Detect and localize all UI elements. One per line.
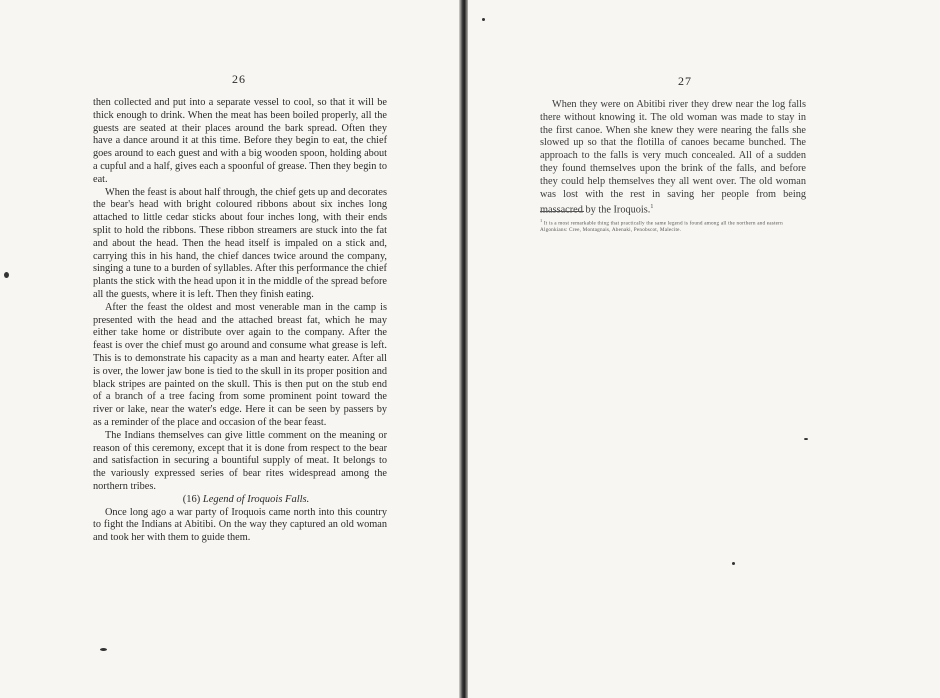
section-title: Legend of Iroquois Falls.: [202, 493, 310, 505]
footnote-ref: 1: [650, 204, 654, 211]
page-number-left: 26: [232, 72, 246, 86]
footnote: [540, 218, 808, 234]
left-page: [0, 0, 460, 698]
section-heading: [93, 494, 387, 507]
paragraph: [540, 99, 806, 218]
section-number: (16): [182, 493, 201, 505]
scan-speck: [732, 562, 735, 565]
scan-speck: [482, 18, 485, 21]
right-page-text: [540, 99, 806, 218]
footnote-text: It is a most remarkable thing that practically the same legend is found among all the northern and eastern Algonkians: Cree, Montagnais, Abenaki, Penobscot, Malecite.: [540, 220, 783, 234]
left-page-text: [93, 97, 387, 545]
scan-speck: [4, 272, 9, 278]
paragraph: The Indians themselves can give little comment on the meaning or reason of this ceremony, except that it is done from respect to the bear and satisfaction in securing a bountiful supply of meat. It belongs to the variously expressed series of bear rites widespread among the northern tribes.: [93, 429, 387, 492]
paragraph: then collected and put into a separate vessel to cool, so that it will be thick enough to drink. When the meat has been boiled properly, all the guests are seated at their places around the bark spread. Often they have a dance around it at this time. Before they begin to eat, the chief goes around to each guest and with a big wooden spoon, holding about a cupful and a half, gives each a spoonful of grease. Then they begin to eat.: [93, 97, 387, 185]
paragraph: When the feast is about half through, the chief gets up and decorates the bear's head with bright coloured ribbons about six inches long attached to little cedar sticks about four inches long, with their ends split to hold the ribbons. These ribbon streamers are stuck into the fat and about the head. Then the head itself is impaled on a stick and, carrying this in his hand, the chief dances twice around the company, singing a tune to a burden of syllables. After this performance the chief plants the stick with the head upon it in the middle of the spread before all the guests, where it is left. Then they finish eating.: [93, 186, 387, 300]
scan-speck: [804, 438, 808, 440]
scan-speck: [100, 648, 107, 651]
page-number-right: 27: [678, 74, 692, 88]
paragraph: After the feast the oldest and most venerable man in the camp is presented with the head and the attached breast fat, which he may either take home or distribute over again to the company. After the feast is over the chief must go around and consume what grease is left. This is to demonstrate his capacity as a man and hearty eater. After all is over, the lower jaw bone is tied to the skull in its proper position and black stripes are painted on the skull. This is then put on the stub end of a branch of a tree facing from some prominent point toward the river or lake, near the water's edge. Here it can be seen by passers by as a reminder of the place and occasion of the bear feast.: [93, 301, 387, 428]
paragraph-text: When they were on Abitibi river they drew near the log falls there without knowing it. The old woman was made to stay in the first canoe. When she knew they were nearing the falls she slowed up so that the flotilla of canoes became bunched. The approach to the falls is very much concealed. All of a sudden they found themselves upon the brink of the falls, and before they could help themselves they all went over. The old woman was lost with the rest in saving her people from being massacred by the Iroquois.: [540, 99, 806, 216]
right-page: [468, 0, 940, 698]
footnote-marker: 1: [540, 218, 543, 223]
footnote-rule: [540, 211, 584, 212]
paragraph: Once long ago a war party of Iroquois came north into this country to fight the Indians at Abitibi. On the way they captured an old woman and took her with them to guide them.: [93, 506, 387, 544]
